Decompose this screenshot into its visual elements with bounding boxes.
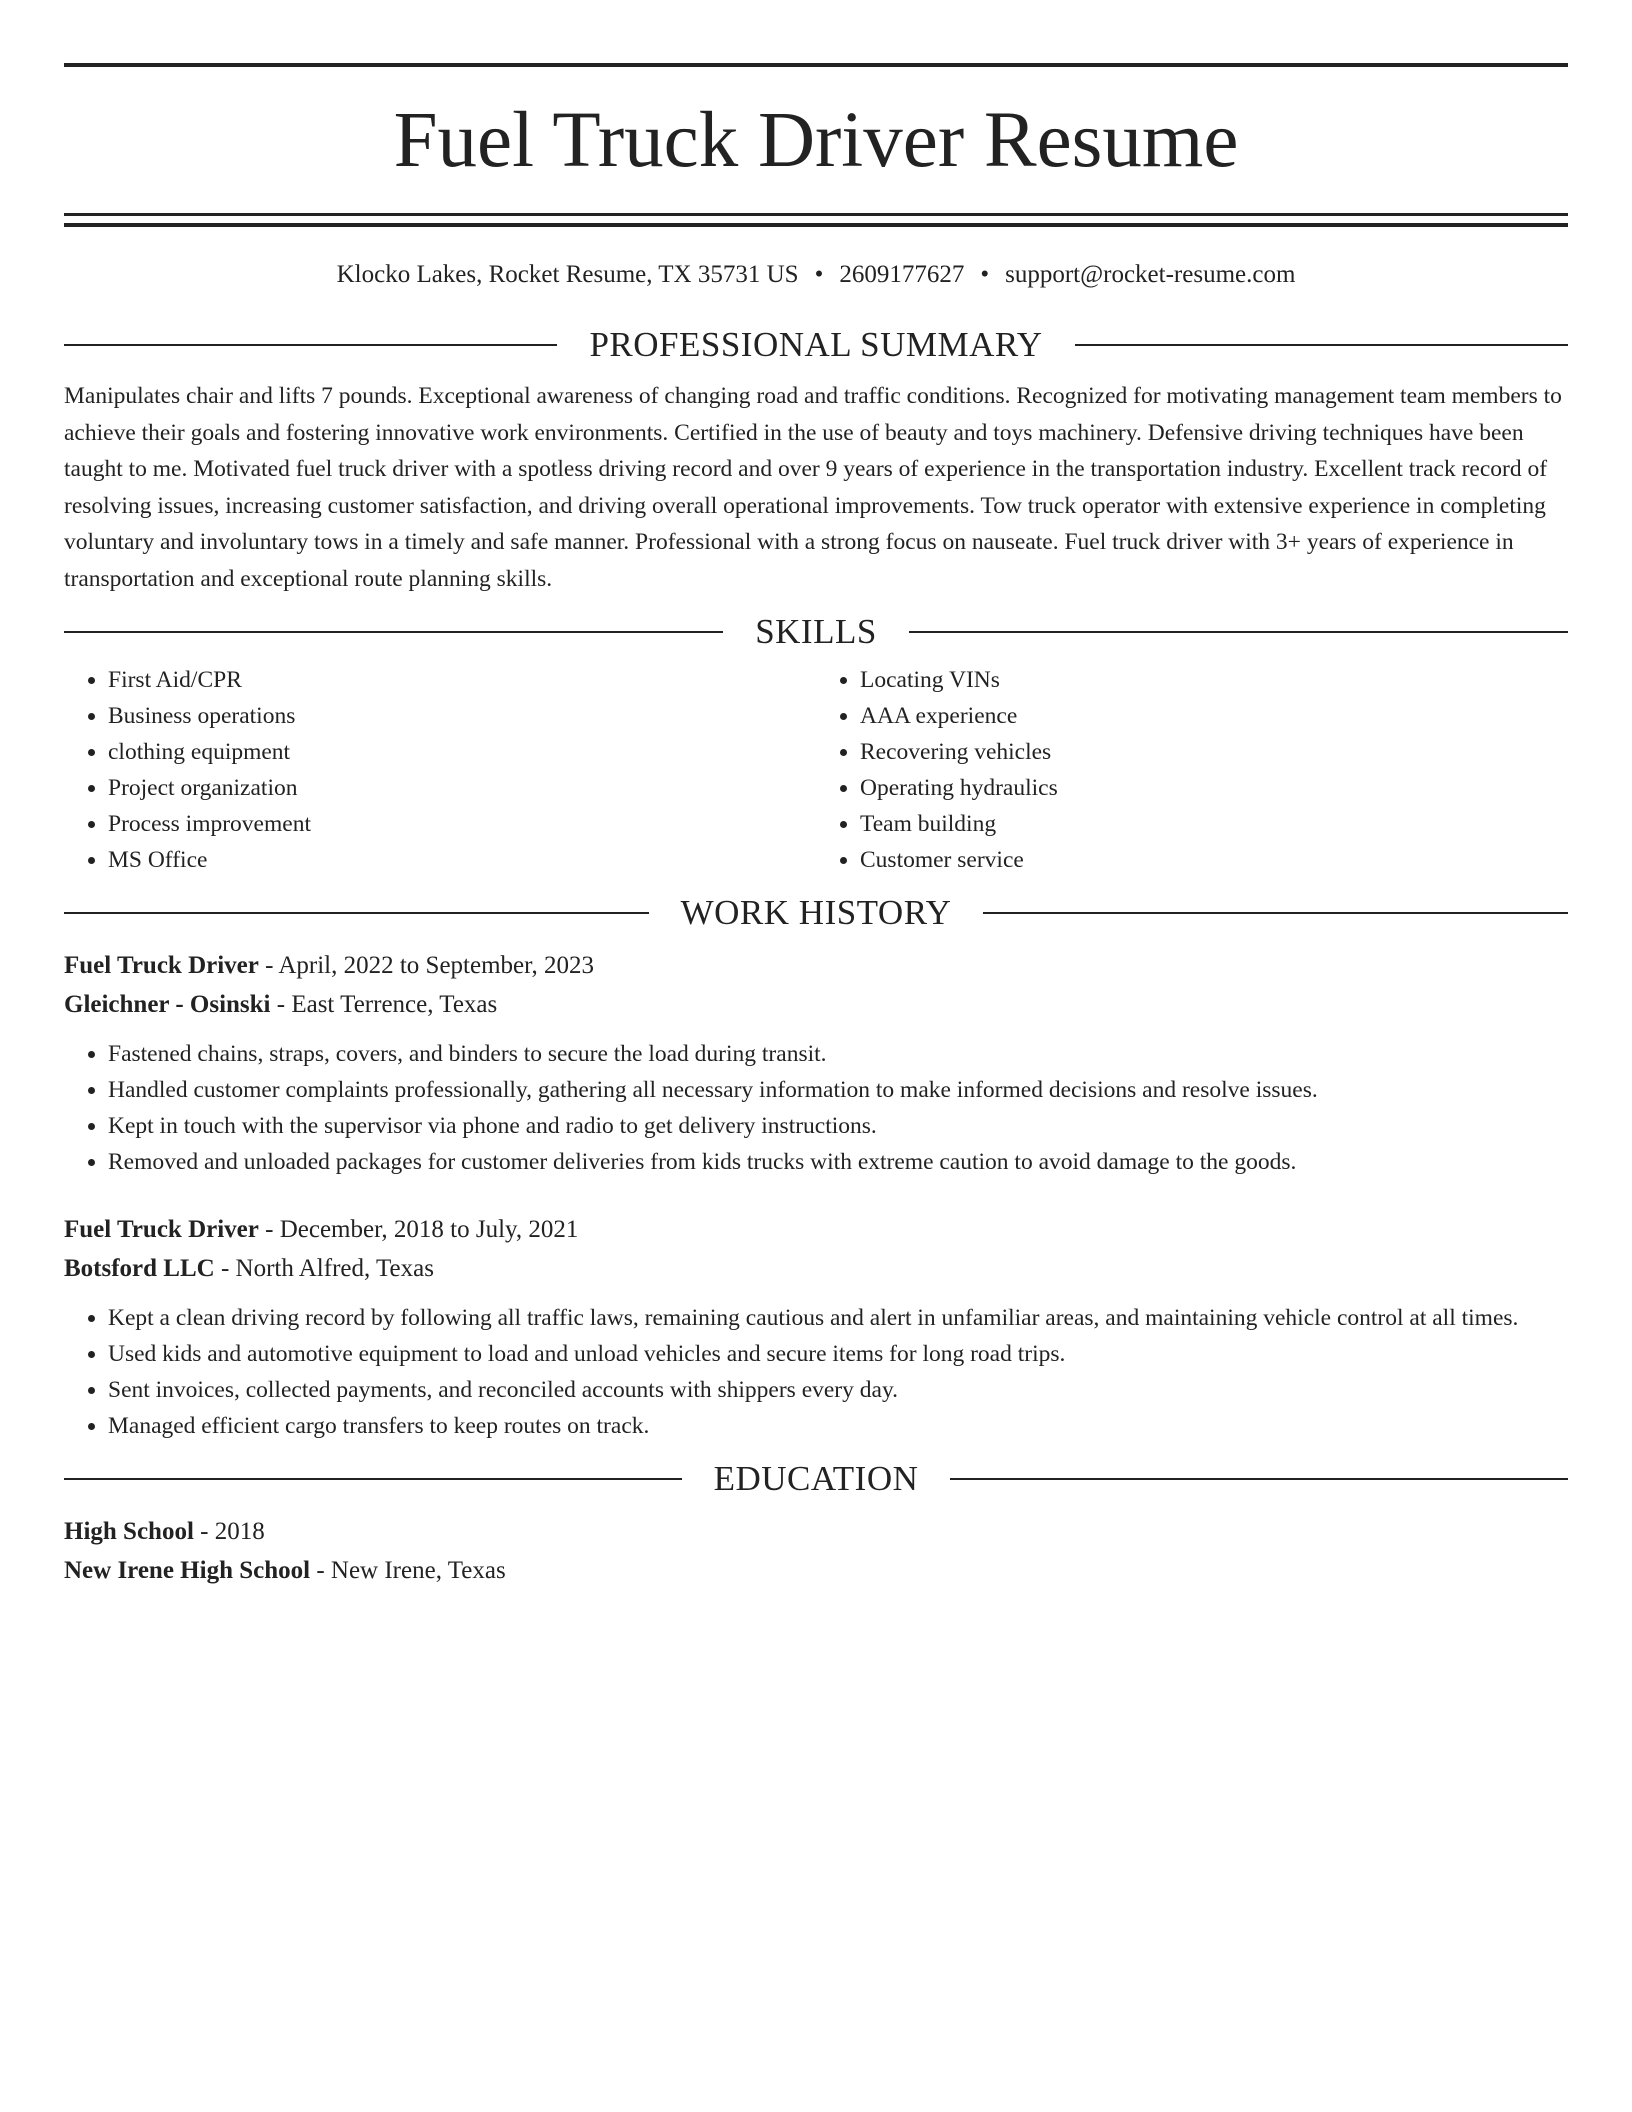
job-dates: - April, 2022 to September, 2023 xyxy=(265,952,594,979)
job-title: Fuel Truck Driver xyxy=(64,952,259,979)
skill-item: • Business operations xyxy=(108,698,816,734)
skill-item: • Recovering vehicles xyxy=(860,734,1568,770)
contact-email: support@rocket-resume.com xyxy=(1005,261,1296,288)
section-heading-skills xyxy=(64,611,1568,653)
skills-columns xyxy=(64,662,1568,878)
heading-rule-right xyxy=(909,631,1568,633)
heading-rule-right xyxy=(1075,344,1568,346)
job-location: - North Alfred, Texas xyxy=(220,1255,434,1282)
heading-rule-left xyxy=(64,344,557,346)
section-title: PROFESSIONAL SUMMARY xyxy=(589,325,1043,364)
job-entry xyxy=(64,946,1568,1180)
job-bullet: • Handled customer complaints professionally, gathering all necessary information to make informed decisions and resolve issues. xyxy=(108,1072,1568,1108)
heading-rule-left xyxy=(64,1478,682,1480)
education-degree: High School xyxy=(64,1518,194,1545)
section-heading-work xyxy=(64,892,1568,934)
education-entry xyxy=(64,1512,1568,1590)
job-title-line xyxy=(64,1210,1568,1249)
job-company-line xyxy=(64,1249,1568,1288)
skill-item: • Operating hydraulics xyxy=(860,770,1568,806)
job-location: - East Terrence, Texas xyxy=(276,991,498,1018)
job-title: Fuel Truck Driver xyxy=(64,1216,259,1243)
job-bullet: • Fastened chains, straps, covers, and binders to secure the load during transit. xyxy=(108,1036,1568,1072)
summary-text: Manipulates chair and lifts 7 pounds. Exceptional awareness of changing road and traffic conditions. Recognized for motivating management team members to achieve their goals and fostering innovative work environments. Certified in the use of beauty and toys machinery. Defensive driving techniques have been taught to me. Motivated fuel truck driver with a spotless driving record and over 9 years of experience in the transportation industry. Excellent track record of resolving issues, increasing customer satisfaction, and driving overall operational improvements. Tow truck operator with extensive experience in completing voluntary and involuntary tows in a timely and safe manner. Professional with a strong focus on nauseate. Fuel truck driver with 3+ years of experience in transportation and exceptional route planning skills. xyxy=(64,383,1562,592)
skill-item: • Team building xyxy=(860,806,1568,842)
contact-address: Klocko Lakes, Rocket Resume, TX 35731 US xyxy=(336,261,799,288)
skill-item: • Customer service xyxy=(860,842,1568,878)
job-title-line xyxy=(64,946,1568,985)
contact-line xyxy=(64,260,1568,290)
contact-separator: • xyxy=(980,261,990,288)
heading-rule-right xyxy=(983,912,1568,914)
section-title: EDUCATION xyxy=(713,1459,919,1498)
education-school-line xyxy=(64,1551,1568,1590)
skill-item: • Process improvement xyxy=(108,806,816,842)
heading-rule-left xyxy=(64,631,723,633)
skill-item: • clothing equipment xyxy=(108,734,816,770)
education-degree-line xyxy=(64,1512,1568,1551)
section-heading-summary xyxy=(64,324,1568,366)
skill-item: • Project organization xyxy=(108,770,816,806)
job-company: Gleichner - Osinski xyxy=(64,991,271,1018)
job-dates: - December, 2018 to July, 2021 xyxy=(265,1216,579,1243)
resume-title: Fuel Truck Driver Resume xyxy=(393,97,1239,184)
job-bullets xyxy=(64,1300,1568,1444)
job-company: Botsford LLC xyxy=(64,1255,215,1282)
section-heading-education xyxy=(64,1458,1568,1500)
job-entry xyxy=(64,1210,1568,1444)
education-year: - 2018 xyxy=(200,1518,265,1545)
job-bullet: • Sent invoices, collected payments, and reconciled accounts with shippers every day. xyxy=(108,1372,1568,1408)
section-title: WORK HISTORY xyxy=(680,893,952,932)
heading-rule-right xyxy=(950,1478,1568,1480)
skills-list-left xyxy=(64,662,816,878)
skills-list-right xyxy=(816,662,1568,878)
skill-item: • MS Office xyxy=(108,842,816,878)
heading-rule-left xyxy=(64,912,649,914)
job-company-line xyxy=(64,985,1568,1024)
skill-item: • AAA experience xyxy=(860,698,1568,734)
education-school: New Irene High School xyxy=(64,1557,311,1584)
contact-phone: 2609177627 xyxy=(839,261,965,288)
job-bullet: • Removed and unloaded packages for customer deliveries from kids trucks with extreme caution to avoid damage to the goods. xyxy=(108,1144,1568,1180)
job-bullet: • Used kids and automotive equipment to load and unload vehicles and secure items for long road trips. xyxy=(108,1336,1568,1372)
skill-item: • Locating VINs xyxy=(860,662,1568,698)
contact-separator: • xyxy=(814,261,824,288)
job-bullet: • Managed efficient cargo transfers to keep routes on track. xyxy=(108,1408,1568,1444)
job-bullet: • Kept in touch with the supervisor via phone and radio to get delivery instructions. xyxy=(108,1108,1568,1144)
title-double-rule xyxy=(64,213,1568,227)
job-bullet: • Kept a clean driving record by following all traffic laws, remaining cautious and alert in unfamiliar areas, and maintaining vehicle control at all times. xyxy=(108,1300,1568,1336)
skill-item: • First Aid/CPR xyxy=(108,662,816,698)
job-bullets xyxy=(64,1036,1568,1180)
section-title: SKILLS xyxy=(755,612,877,651)
education-location: - New Irene, Texas xyxy=(316,1557,506,1584)
